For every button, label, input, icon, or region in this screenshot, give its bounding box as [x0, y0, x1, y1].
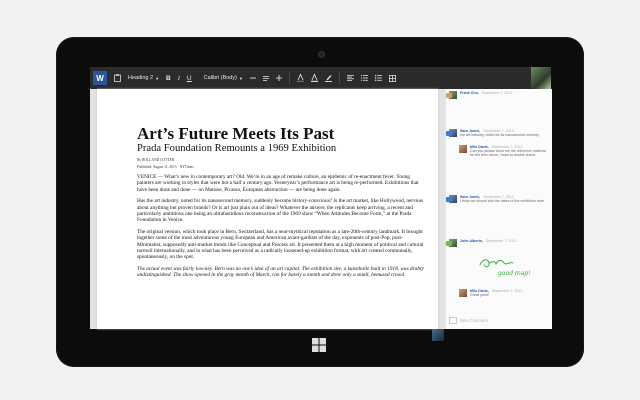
comment-item[interactable]: [449, 129, 549, 137]
comment-time: September 7, 2013: [491, 289, 523, 293]
comment-author: John Alberts,: [460, 239, 483, 243]
paragraph-3[interactable]: The original version, which took place in Bern, Switzerland, has a near-mythical reputation as a late-20th-century landmark. It brought together some of the most adventurous young European and American avant-gardists of the day, exponents of post-Pop, post-Minimalist, supposedly anti-market trends like Conceptual and Process art. It presented them at a high moment of political and cultural turmoil internationally, and in what has been perceived as a radically loosened-up exhibition format, with art created communally, spontaneously, on the spot.: [137, 228, 424, 261]
avatar: [459, 289, 467, 297]
comment-reply[interactable]: [459, 289, 549, 297]
style-dropdown[interactable]: [128, 75, 159, 81]
font-size-icon[interactable]: [263, 75, 269, 81]
table-icon[interactable]: [389, 75, 396, 82]
chevron-down-icon: ▼: [155, 75, 160, 81]
bold-button[interactable]: B: [166, 74, 171, 82]
bullets-icon[interactable]: [361, 75, 368, 81]
comment-item[interactable]: [449, 195, 549, 203]
comment-author: Sara Jones,: [460, 129, 481, 133]
underline-button[interactable]: U: [186, 74, 192, 82]
toolbar-divider: [339, 72, 340, 84]
comment-item[interactable]: [449, 239, 549, 247]
comment-text: the art industry, noted for its nanosecond memory: [460, 133, 539, 138]
toolbar-divider: [289, 72, 290, 84]
paragraph-2[interactable]: Has the art industry, noted for its nanosecond memory, suddenly become history-conscious? Is the art market, like Hollywood, nervous about anything but proven brands? Or is art just plain out of ideas? Whatever the answer, the replicants keep arriving, a recent and particularly ambitious one being an ultrafastidious reconstruction of the 1969 show “When Attitudes Become Form,” at the Prada Foundation in Venice.: [137, 198, 424, 224]
user-photo-avatar[interactable]: [531, 67, 551, 89]
comments-pane: [445, 89, 552, 329]
published-date[interactable]: Published: August 11, 2013 · NYTimes: [137, 165, 194, 169]
ink-note-text: good map!: [498, 270, 531, 277]
page-content: [137, 125, 427, 279]
comment-time: September 7, 2013: [485, 239, 517, 243]
ink-annotation: [476, 255, 531, 279]
comment-time: September 7, 2013: [481, 91, 513, 95]
comment-marker: [446, 93, 452, 98]
chevron-down-icon: ▼: [238, 75, 243, 81]
font-dropdown-label: Calibri (Body): [203, 75, 237, 81]
collaborator-avatar[interactable]: [432, 329, 444, 341]
comment-text: Great point!: [470, 293, 489, 298]
comment-time: September 7, 2013: [483, 195, 514, 199]
comment-time: September 7, 2013: [483, 129, 514, 133]
paste-icon[interactable]: [114, 74, 121, 82]
comment-author: Milo Davis,: [470, 289, 489, 293]
align-left-icon[interactable]: [347, 75, 354, 81]
numbering-icon[interactable]: [375, 75, 382, 81]
new-comment-input[interactable]: [449, 317, 488, 324]
comment-time: September 7, 2013: [491, 145, 523, 149]
word-app-screen: [90, 67, 551, 329]
comment-author: Sara Jones,: [460, 195, 481, 199]
font-dropdown[interactable]: [204, 75, 243, 81]
font-size-decrease-icon[interactable]: [250, 75, 256, 81]
word-logo-icon[interactable]: W: [93, 71, 107, 85]
comment-text: Can you please send me the reference material for the bern show, i want to double check: [470, 149, 546, 158]
avatar: [459, 145, 467, 153]
camera-icon: [319, 52, 324, 57]
highlight-icon[interactable]: [325, 74, 332, 82]
comment-author: Milo Davis,: [470, 145, 489, 149]
font-color-icon[interactable]: [297, 74, 304, 82]
ribbon-toolbar: [90, 67, 551, 89]
byline[interactable]: By ROLLAND COTTER: [137, 158, 175, 162]
document-page[interactable]: [97, 89, 438, 329]
new-comment-placeholder: New Comment: [460, 318, 488, 323]
document-subtitle[interactable]: Prada Foundation Remounts a 1969 Exhibition: [137, 143, 337, 154]
comment-marker: [446, 241, 452, 246]
style-dropdown-label: Heading 2: [128, 75, 154, 81]
italic-button[interactable]: I: [177, 74, 180, 82]
comment-icon: [449, 317, 457, 324]
comment-reply[interactable]: [459, 145, 549, 158]
paragraph-italic[interactable]: The actual event was fairly low-key. Bern was no one’s idea of an art capital. The exhibition site, a kunsthalle built in 1918, was drably undistinguished. The show opened in the gray month of March, ran for barely a month and drew only a small, bemused crowd.: [137, 265, 424, 279]
comment-marker: [446, 131, 452, 136]
document-title[interactable]: Art’s Future Meets Its Past: [137, 124, 335, 143]
document-canvas[interactable]: [90, 89, 445, 329]
windows-logo-icon[interactable]: [312, 338, 326, 352]
comment-author: Frank Cho,: [460, 91, 479, 95]
paragraph-1[interactable]: VENICE — What’s new in contemporary art? Old. We’re in an age of remake culture, an epidemic of re-enactment fever. Young painters are working in styles that were hot a half a century ago. Yesteryear’s performance art is being re-performed. Exhibitions that have been done and done — on Matisse, Picasso, European abstraction — are being done again.: [137, 174, 419, 193]
comment-text: I think we should add the dates of the exhibition here: [460, 199, 544, 204]
font-size-increase-icon[interactable]: [276, 75, 282, 81]
text-effects-icon[interactable]: [311, 74, 318, 82]
comment-item[interactable]: [449, 91, 549, 99]
comment-marker: [446, 197, 452, 202]
